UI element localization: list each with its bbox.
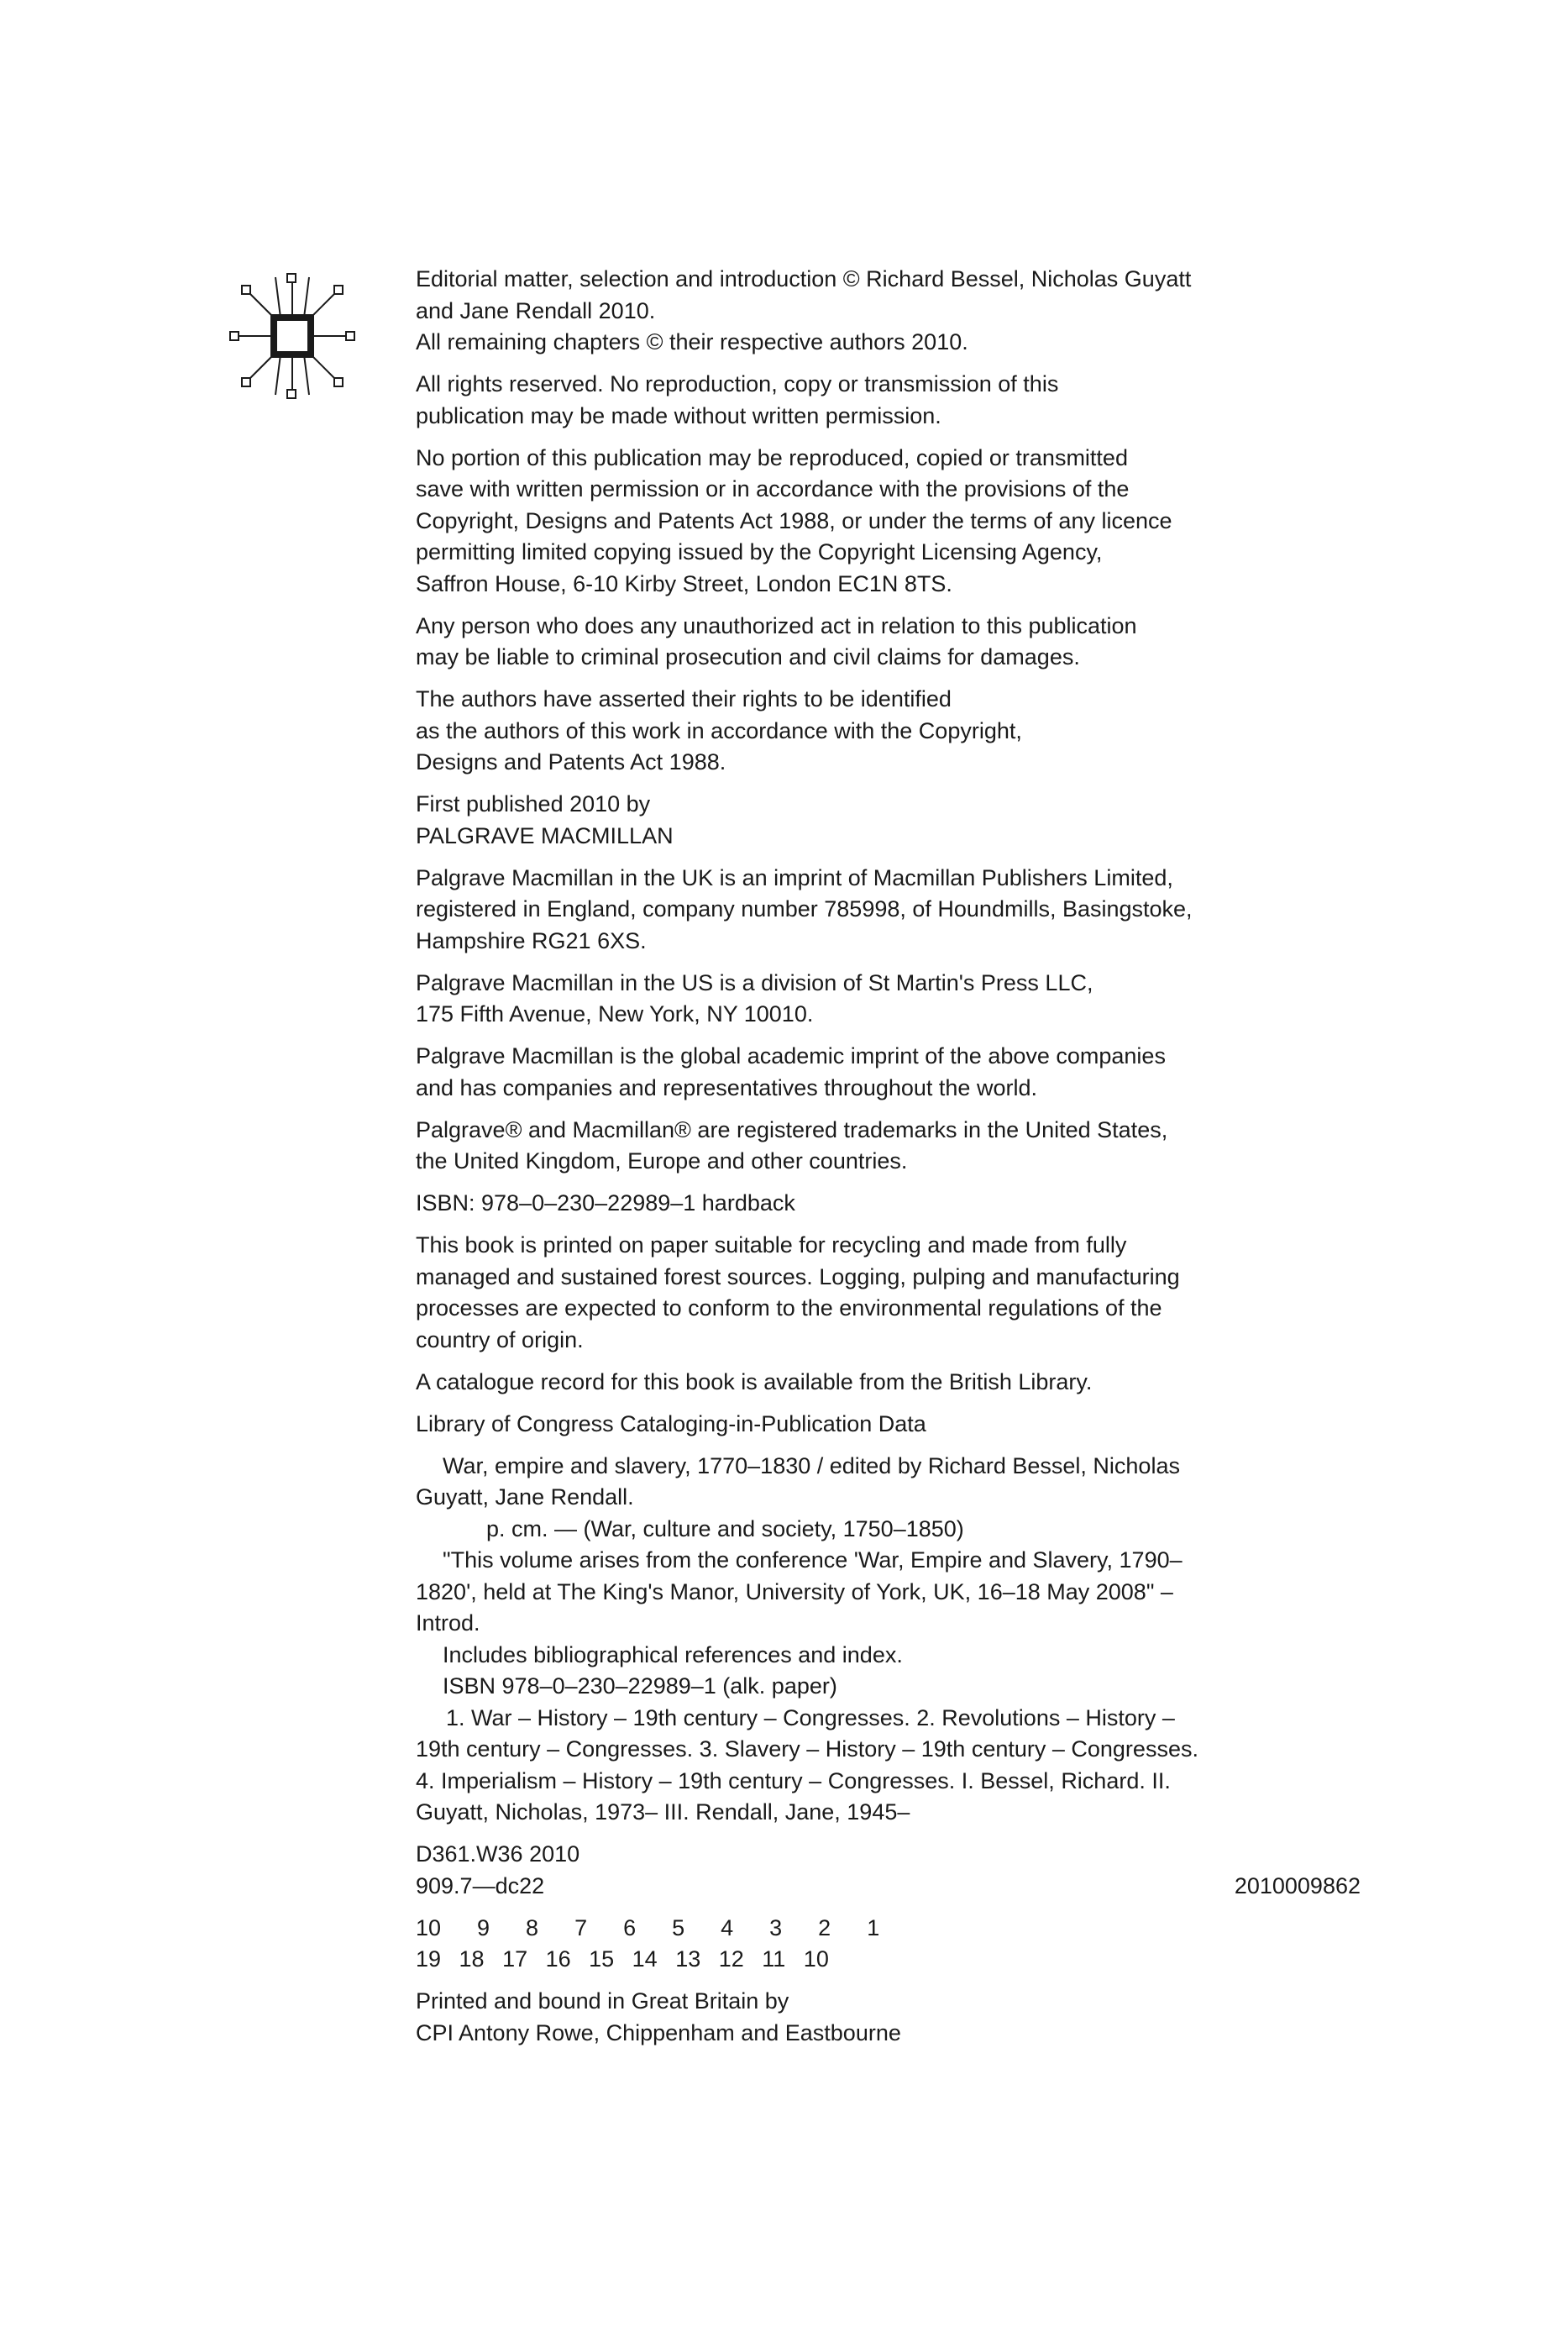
lccn: 2010009862 xyxy=(1234,1872,1361,1898)
print-line-2: 19 18 17 16 15 14 13 12 11 10 xyxy=(416,1946,829,1972)
trademarks-notice: Palgrave® and Macmillan® are registered trademarks in the United States, the United Kingdom, Europe and other countries. xyxy=(416,1116,1168,1174)
call-number: D361.W36 2010 xyxy=(416,1841,580,1867)
catalogue-record: A catalogue record for this book is available from the British Library. xyxy=(416,1368,1093,1394)
printer-line-1: Printed and bound in Great Britain by xyxy=(416,1988,789,2014)
cip-series: p. cm. — (War, culture and society, 1750–1850) xyxy=(486,1515,964,1541)
publisher-uk: Palgrave Macmillan in the UK is an imprint of Macmillan Publishers Limited, registered in England, company number 785998, of Houndmills, Basingstoke, Hampshire RG21 6XS. xyxy=(416,864,1193,953)
no-portion-notice: No portion of this publication may be reproduced, copied or transmitted save with written permission or in accordance with the provisions of the Copyright, Designs and Patents Act 1988, or under the terms of any licence permitting limited copying issued by the Copyright Licensing Agency, Saffron House, 6-10 Kirby Street, London EC1N 8TS. xyxy=(416,444,1172,596)
print-line-1: 10 9 8 7 6 5 4 3 2 1 xyxy=(416,1914,880,1940)
editorial-copyright: Editorial matter, selection and introduction © Richard Bessel, Nicholas Guyatt and Jane Rendall 2010. All remaining chapters © their respective authors 2010. xyxy=(416,266,1192,354)
authors-asserted: The authors have asserted their rights to be identified as the authors of this work in accordance with the Copyright, Designs and Patents Act 1988. xyxy=(416,686,1022,775)
cip-data xyxy=(416,1451,1361,1829)
unauthorized-act-notice: Any person who does any unauthorized act in relation to this publication may be liable to criminal prosecution and civil claims for damages. xyxy=(416,612,1137,670)
printing-numbers xyxy=(416,1913,1361,1976)
isbn: ISBN: 978–0–230–22989–1 hardback xyxy=(416,1190,795,1216)
first-published-block xyxy=(416,789,1361,852)
classification-block xyxy=(416,1839,1361,1902)
publisher-us: Palgrave Macmillan in the US is a division of St Martin's Press LLC, 175 Fifth Avenue, New York, NY 10010. xyxy=(416,969,1093,1027)
cip-isbn: ISBN 978–0–230–22989–1 (alk. paper) xyxy=(443,1673,837,1699)
cip-subjects: 1. War – History – 19th century – Congresses. 2. Revolutions – History – 19th century – Congresses. 3. Slavery – History – 19th century – Congresses. 4. Imperialism – History – 19th century – Congresses. I. Bessel, Richard. II. Guyatt, Nicholas, 1973– III. Rendall, Jane, 1945– xyxy=(416,1704,1198,1825)
paper-notice: This book is printed on paper suitable for recycling and made from fully managed and sustained forest sources. Logging, pulping and manufacturing processes are expected to conform to the environmental regulations of the country of origin. xyxy=(416,1232,1180,1352)
printer-line-2: CPI Antony Rowe, Chippenham and Eastbourne xyxy=(416,2019,901,2045)
cip-heading: Library of Congress Cataloging-in-Publication Data xyxy=(416,1410,926,1436)
rights-reserved: All rights reserved. No reproduction, copy or transmission of this publication may be made without written permission. xyxy=(416,371,1059,428)
publisher-name: PALGRAVE MACMILLAN xyxy=(416,822,674,848)
first-published: First published 2010 by xyxy=(416,791,651,817)
dewey-number: 909.7—dc22 xyxy=(416,1872,545,1898)
cip-includes: Includes bibliographical references and index. xyxy=(443,1641,903,1667)
cip-note: "This volume arises from the conference 'War, Empire and Slavery, 1790– 1820', held at The King's Manor, University of York, UK, 16–18 May 2008" – Introd. xyxy=(416,1547,1183,1636)
classification-row xyxy=(416,1871,1361,1903)
copyright-page-content xyxy=(416,264,1361,2060)
cip-title: War, empire and slavery, 1770–1830 / edited by Richard Bessel, Nicholas Guyatt, Jane Rendall. xyxy=(416,1452,1180,1510)
publisher-global: Palgrave Macmillan is the global academic imprint of the above companies and has companies and representatives throughout the world. xyxy=(416,1043,1166,1100)
palgrave-logo-icon xyxy=(225,269,359,403)
printer-block xyxy=(416,1986,1361,2049)
